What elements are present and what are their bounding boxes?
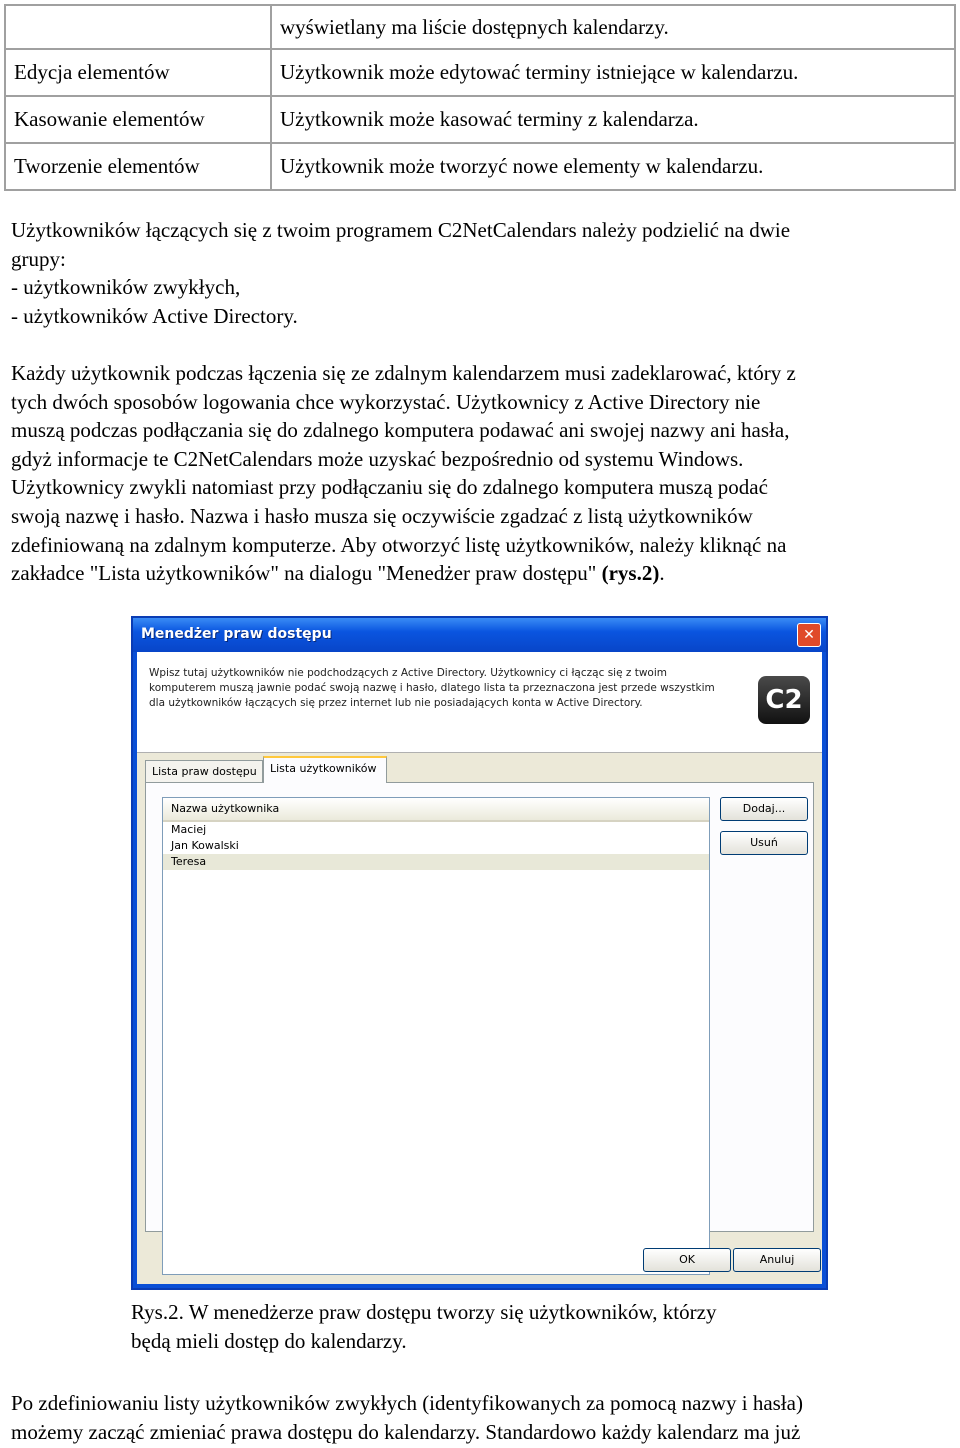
list-item[interactable]: Jan Kowalski [171, 839, 239, 852]
list-item[interactable]: Teresa [163, 854, 709, 870]
text-line: Po zdefiniowaniu listy użytkowników zwykłych (identyfikowanych za pomocą nazwy i hasła) [11, 1391, 803, 1415]
paragraph-login-methods [11, 359, 951, 588]
dialog-client-area [137, 652, 822, 1284]
tab-user-list[interactable]: Lista użytkowników [263, 756, 387, 783]
dialog-title: Menedżer praw dostępu [141, 626, 332, 642]
caption-line: Rys.2. W menedżerze praw dostępu tworzy się użytkowników, którzy [131, 1300, 717, 1324]
table-cell-description: wyświetlany ma liście dostępnych kalendarzy. [271, 5, 955, 49]
user-list[interactable] [162, 797, 710, 1275]
paragraph-access-rights [11, 1389, 951, 1446]
figure-caption [131, 1298, 716, 1355]
text-line [11, 559, 951, 588]
tab-panel [145, 782, 814, 1232]
text-line: Każdy użytkownik podczas łączenia się ze zdalnym kalendarzem musi zadeklarować, który z [11, 361, 796, 385]
info-line: dla użytkowników łączących się przez internet lub nie posiadających konta w Active Directory. [149, 697, 643, 709]
text-line: muszą podczas podłączania się do zdalnego komputera podawać ani swojej nazwy ani hasła, [11, 418, 790, 443]
table-row [5, 5, 955, 49]
table-cell-name: Edycja elementów [5, 49, 271, 96]
text-line: - użytkowników Active Directory. [11, 303, 298, 328]
table-cell-name: Tworzenie elementów [5, 143, 271, 190]
text-span: . [659, 561, 665, 586]
text-line: grupy: [11, 246, 66, 271]
text-line: Użytkownicy zwykli natomiast przy podłączaniu się do zdalnego komputera muszą podać [11, 475, 768, 500]
ok-button[interactable]: OK [643, 1248, 731, 1272]
caption-line: będą mieli dostęp do kalendarzy. [131, 1328, 407, 1353]
text-line: tych dwóch sposobów logowania chce wykorzystać. Użytkownicy z Active Directory nie [11, 389, 761, 414]
table-cell-name: Kasowanie elementów [5, 96, 271, 143]
table-cell-description: Użytkownik może tworzyć nowe elementy w kalendarzu. [271, 143, 955, 190]
text-line: zdefiniowaną na zdalnym komputerze. Aby otworzyć listę użytkowników, należy kliknąć na [11, 532, 787, 557]
table-cell-description: Użytkownik może edytować terminy istniejące w kalendarzu. [271, 49, 955, 96]
close-button[interactable]: ✕ [797, 623, 821, 647]
tab-access-list[interactable]: Lista praw dostępu [145, 760, 263, 782]
text-line: swoją nazwę i hasło. Nazwa i hasło musza się oczywiście zgadzać z listą użytkowników [11, 503, 753, 528]
paragraph-user-groups [11, 216, 951, 330]
permissions-table [4, 4, 956, 191]
text-span: zakładce "Lista użytkowników" na dialogu "Menedżer praw dostępu" [11, 561, 602, 586]
text-line: - użytkowników zwykłych, [11, 275, 241, 300]
table-cell-description: Użytkownik może kasować terminy z kalendarza. [271, 96, 955, 143]
add-button[interactable]: Dodaj... [720, 797, 808, 821]
text-line: Użytkowników łączących się z twoim programem C2NetCalendars należy podzielić na dwie [11, 218, 791, 242]
table-row [5, 49, 955, 96]
text-line: gdyż informacje te C2NetCalendars może uzyskać bezpośrednio od systemu Windows. [11, 446, 744, 471]
remove-button[interactable]: Usuń [720, 831, 808, 855]
access-manager-dialog [131, 616, 828, 1290]
c2-logo: C2 [758, 676, 810, 724]
figure-reference: (rys.2) [601, 561, 660, 586]
dialog-titlebar[interactable] [133, 618, 826, 652]
table-cell-name [5, 5, 271, 49]
cancel-button[interactable]: Anuluj [733, 1248, 821, 1272]
list-item[interactable]: Maciej [171, 823, 207, 836]
list-header-username[interactable]: Nazwa użytkownika [163, 798, 709, 822]
table-row [5, 96, 955, 143]
table-row [5, 143, 955, 190]
info-text [149, 666, 715, 711]
info-line: komputerem muszą jawnie podać swoją nazwę i hasło, dlatego lista ta przeznaczona jest przede wszystkim [149, 682, 715, 694]
text-line: możemy zacząć zmieniać prawa dostępu do kalendarzy. Standardowo każdy kalendarz ma już [11, 1419, 801, 1444]
info-panel [137, 652, 822, 753]
info-line: Wpisz tutaj użytkowników nie podchodzących z Active Directory. Użytkownicy ci łącząc się z twoim [149, 667, 668, 679]
